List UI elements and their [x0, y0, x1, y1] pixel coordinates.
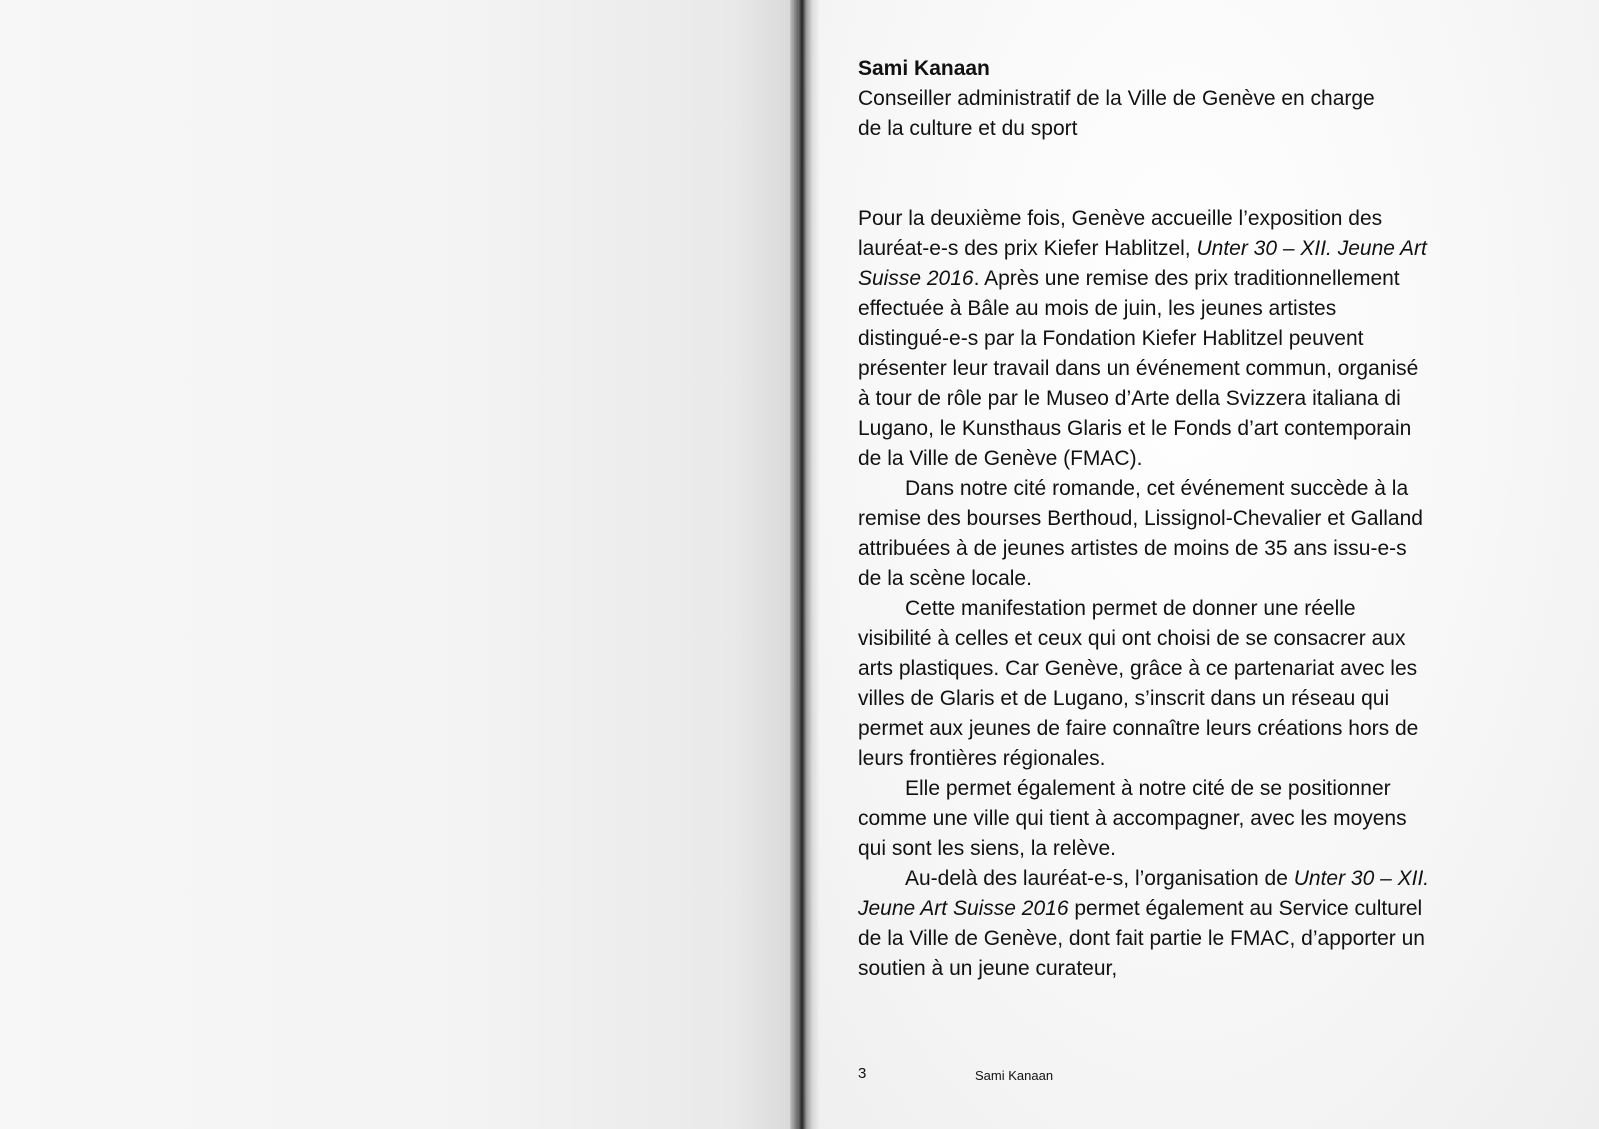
- running-head: Sami Kanaan: [975, 1068, 1054, 1083]
- paragraph-5: Au-delà des lauréat-e-s, l’organisation de Unter 30 – XII. Jeune Art Suisse 2016 permet également au Service culturel de la Ville de Genève, dont fait partie le FMAC, d’apporter un soutien à un jeune curateur,: [858, 867, 1430, 980]
- book-gutter: [790, 0, 820, 1129]
- exhibition-title: Unter 30 – XII. Jeune Art Suisse 2016: [858, 867, 1430, 920]
- exhibition-title: Unter 30 – XII. Jeune Art Suisse 2016: [858, 237, 1427, 290]
- text-block: [858, 54, 1430, 984]
- page-number: 3: [858, 1065, 867, 1082]
- paragraph-1: Pour la deuxième fois, Genève accueille l’exposition des lauréat-e-s des prix Kiefer Hablitzel, Unter 30 – XII. Jeune Art Suisse 2016. Après une remise des prix traditionnellement effectuée à Bâle au mois de juin, les jeunes artistes distingué-e-s par la Fondation Kiefer Hablitzel peuvent présenter leur travail dans un événement commun, organisé à tour de rôle par le Museo d’Arte della Svizzera italiana di Lugano, le Kunsthaus Glaris et le Fonds d’art contemporain de la Ville de Genève (FMAC).: [858, 207, 1427, 470]
- left-page-blank: [0, 0, 798, 1129]
- author-name: Sami Kanaan: [858, 57, 990, 80]
- body-text: [858, 204, 1430, 984]
- author-role: [858, 84, 1430, 144]
- paragraph-2: Dans notre cité romande, cet événement succède à la remise des bourses Berthoud, Lissignol-Chevalier et Galland attribuées à de jeunes artistes de moins de 35 ans issu-e-s de la scène locale.: [858, 477, 1423, 590]
- author-role-line-2: de la culture et du sport: [858, 117, 1078, 140]
- paragraph-3: Cette manifestation permet de donner une réelle visibilité à celles et ceux qui ont choisi de se consacrer aux arts plastiques. Car Genève, grâce à ce partenariat avec les villes de Glaris et de Lugano, s’inscrit dans un réseau qui permet aux jeunes de faire connaître leurs créations hors de leurs frontières régionales.: [858, 597, 1419, 770]
- paragraph-4: Elle permet également à notre cité de se positionner comme une ville qui tient à accompagner, avec les moyens qui sont les siens, la relève.: [858, 777, 1407, 860]
- author-role-line-1: Conseiller administratif de la Ville de Genève en charge: [858, 87, 1375, 110]
